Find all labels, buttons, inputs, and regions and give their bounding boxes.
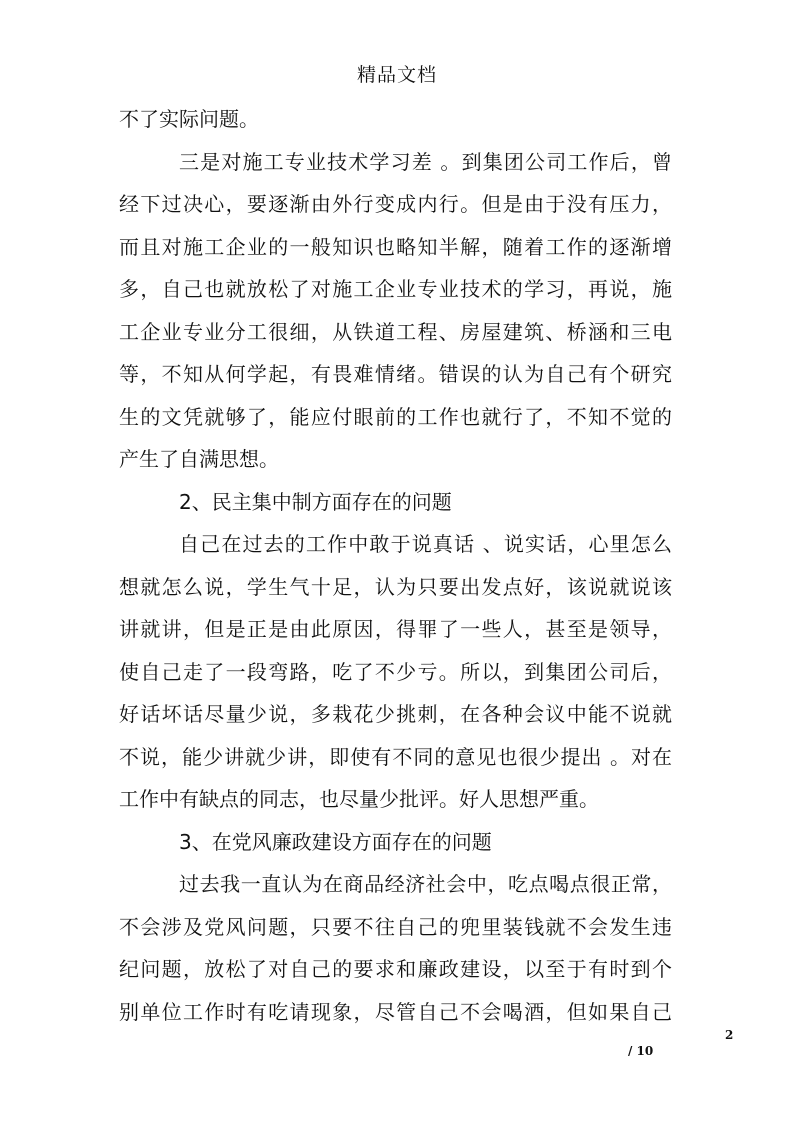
text-line: 生的文凭就够了，能应付眼前的工作也就行了，不知不觉的	[119, 404, 672, 429]
text-line: 产生了自满思想。	[119, 447, 279, 471]
text-line: 多，自己也就放松了对施工企业专业技术的学习，再说，施	[119, 277, 672, 301]
text-line: 等，不知从何学起，有畏难情绪。错误的认为自己有个研究	[119, 362, 672, 386]
text-line: 好话坏话尽量少说，多栽花少挑刺，在各种会议中能不说就	[119, 702, 672, 726]
section-heading: 3、在党风廉政建设方面存在的问题	[179, 829, 492, 854]
page-header-title: 精品文档	[356, 64, 437, 86]
text-line: 工企业专业分工很细，从铁道工程、房屋建筑、桥涵和三电	[119, 319, 672, 344]
document-body	[119, 98, 672, 1033]
text-line: 不了实际问题。	[119, 107, 259, 131]
text-line: 过去我一直认为在商品经济社会中，吃点喝点很正常，	[179, 872, 672, 896]
text-line: 使自己走了一段弯路，吃了不少亏。所以，到集团公司后，	[119, 659, 672, 684]
text-line: 工作中有缺点的同志，也尽量少批评。好人思想严重。	[119, 787, 599, 811]
page-total: / 10	[628, 1044, 654, 1058]
page-number: 2	[725, 1028, 734, 1042]
text-line: 经下过决心，要逐渐由外行变成内行。但是由于没有压力，	[119, 192, 672, 216]
text-line: 三是对施工专业技术学习差 。到集团公司工作后，曾	[179, 149, 672, 174]
section-heading: 2、民主集中制方面存在的问题	[179, 489, 452, 514]
text-line: 讲就讲，但是正是由此原因，得罪了一些人，甚至是领导，	[119, 617, 672, 641]
text-line: 纪问题，放松了对自己的要求和廉政建设，以至于有时到个	[119, 957, 672, 981]
text-line: 不会涉及党风问题，只要不往自己的兜里装钱就不会发生违	[119, 914, 672, 939]
text-line: 想就怎么说，学生气十足，认为只要出发点好，该说就说该	[119, 574, 672, 599]
text-line: 别单位工作时有吃请现象，尽管自己不会喝酒，但如果自己	[119, 999, 672, 1024]
text-line: 不说，能少讲就少讲，即使有不同的意见也很少提出 。对在	[119, 744, 672, 769]
text-line: 而且对施工企业的一般知识也略知半解，随着工作的逐渐增	[119, 234, 672, 259]
text-line: 自己在过去的工作中敢于说真话 、说实话，心里怎么	[179, 532, 672, 556]
